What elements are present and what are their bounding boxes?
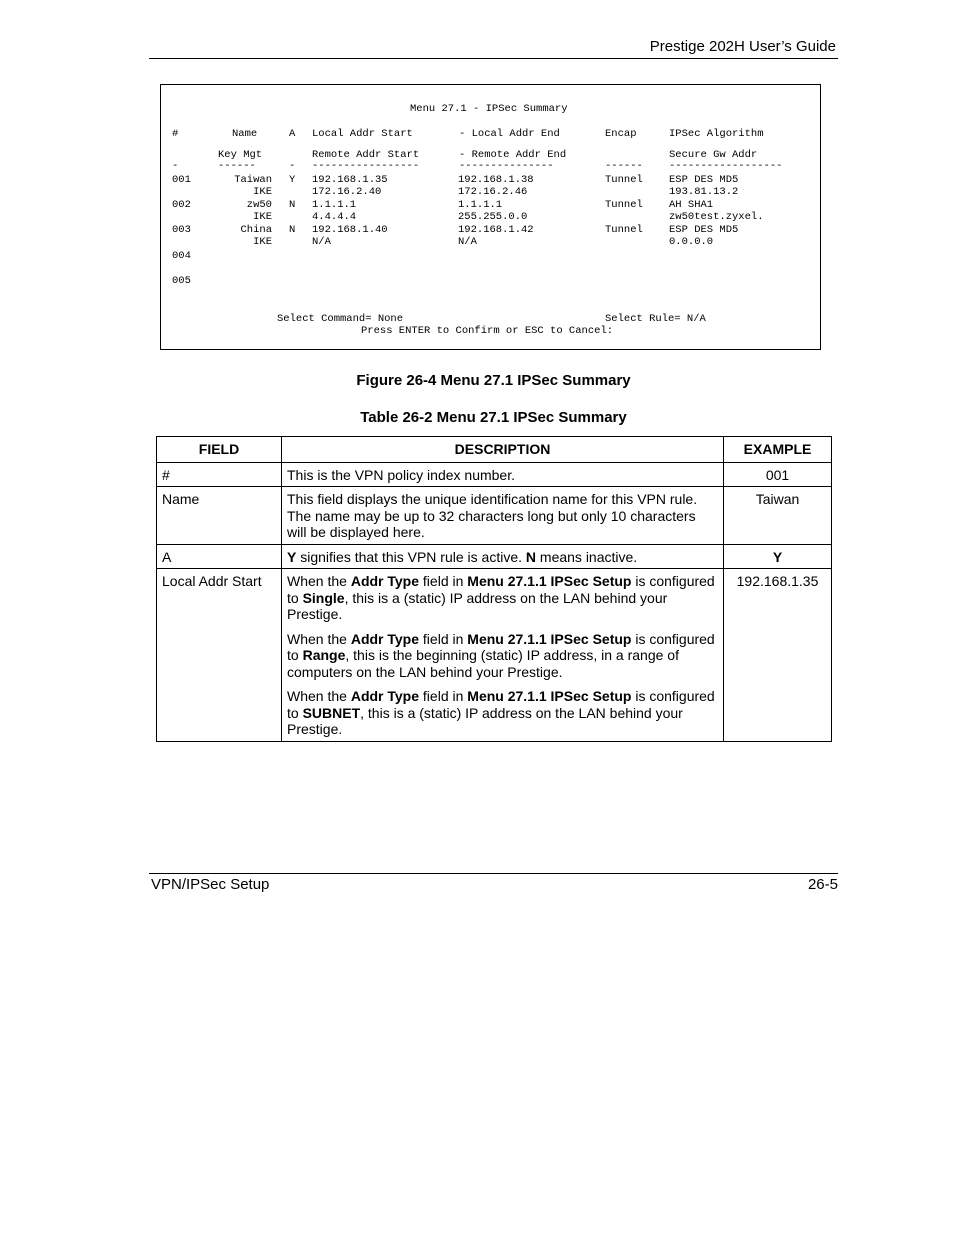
row-secgw: 0.0.0.0 — [669, 236, 714, 248]
confirm-prompt: Press ENTER to Confirm or ESC to Cancel: — [361, 325, 614, 337]
header-example: EXAMPLE — [724, 437, 832, 463]
row-encap: Tunnel — [605, 174, 643, 186]
table-caption: Table 26-2 Menu 27.1 IPSec Summary — [360, 409, 627, 426]
row-remote-start: N/A — [312, 236, 331, 248]
row-alg: ESP DES MD5 — [669, 174, 739, 186]
select-command: Select Command= None — [277, 313, 404, 325]
row-num: 005 — [172, 275, 191, 287]
page-header-title: Prestige 202H User’s Guide — [649, 38, 836, 55]
col-remote-end-header: - Remote Addr End — [459, 149, 567, 161]
table-row — [157, 544, 832, 569]
bold-term: Menu 27.1.1 IPSec Setup — [467, 688, 632, 704]
menu-screen-box — [160, 84, 821, 350]
row-local-start: 192.168.1.40 — [312, 224, 388, 236]
cell-example: Taiwan — [724, 487, 832, 545]
row-active: N — [289, 224, 296, 236]
desc-text: When the — [287, 630, 351, 647]
row-remote-start: 172.16.2.40 — [312, 186, 382, 198]
col-num-header: # — [172, 128, 179, 140]
row-local-end: 1.1.1.1 — [458, 199, 503, 211]
desc-text: , this is the beginning (static) IP address, in a range of computers on the LAN behind your Prestige. — [287, 647, 679, 680]
desc-text: is configured to — [287, 688, 715, 721]
desc-text: field in — [419, 688, 468, 704]
col-encap-header: Encap — [605, 128, 637, 140]
footer-section: VPN/IPSec Setup — [151, 876, 270, 893]
row-num: 002 — [172, 199, 191, 211]
row-remote-end: 172.16.2.46 — [458, 186, 528, 198]
footer-page-number: 26-5 — [807, 876, 838, 893]
row-name: China — [240, 224, 272, 236]
row-local-end: 192.168.1.42 — [458, 224, 534, 236]
row-keymgt: IKE — [253, 186, 272, 198]
dash-alg: ------------------ — [669, 160, 783, 172]
bold-term: Y — [287, 548, 297, 565]
row-active: Y — [289, 174, 296, 186]
figure-caption: Figure 26-4 Menu 27.1 IPSec Summary — [356, 372, 631, 389]
cell-field: # — [157, 462, 282, 487]
table-row — [157, 487, 832, 545]
dash-a: - — [289, 160, 296, 172]
dash-name: ------ — [218, 160, 256, 172]
row-num: 003 — [172, 224, 191, 236]
dash-num: - — [172, 160, 179, 172]
row-alg: ESP DES MD5 — [669, 224, 739, 236]
dash-local: ----------------- — [312, 160, 420, 172]
header-description: DESCRIPTION — [282, 437, 724, 463]
col-remote-start-header: Remote Addr Start — [312, 149, 420, 161]
cell-field: A — [157, 544, 282, 569]
col-local-end-header: - Local Addr End — [459, 128, 560, 140]
row-remote-end: 255.255.0.0 — [458, 211, 528, 223]
bold-term: N — [525, 548, 537, 565]
bold-term: Menu 27.1.1 IPSec Setup — [467, 573, 632, 589]
row-local-end: 192.168.1.38 — [458, 174, 534, 186]
bold-term: Range — [302, 647, 346, 663]
row-encap: Tunnel — [605, 199, 643, 211]
desc-text: is configured to — [287, 630, 715, 663]
cell-field: Name — [157, 487, 282, 545]
screen-title: Menu 27.1 - IPSec Summary — [410, 103, 568, 115]
description-paragraph — [287, 688, 718, 738]
dash-remote: --------------- — [459, 160, 554, 172]
cell-example: 001 — [724, 462, 832, 487]
row-alg: AH SHA1 — [669, 199, 714, 211]
col-keymgt-header: Key Mgt — [218, 149, 263, 161]
footer-rule — [149, 873, 838, 874]
bold-term: SUBNET — [302, 704, 361, 721]
bold-term: Single — [302, 589, 345, 606]
row-num: 004 — [172, 250, 191, 262]
col-local-start-header: Local Addr Start — [312, 128, 413, 140]
row-local-start: 1.1.1.1 — [312, 199, 357, 211]
desc-text: signifies that this VPN rule is active. — [296, 548, 526, 565]
row-local-start: 192.168.1.35 — [312, 174, 388, 186]
desc-text: When the — [287, 573, 351, 589]
table-header-row — [157, 437, 832, 463]
cell-description — [282, 544, 724, 569]
row-encap: Tunnel — [605, 224, 643, 236]
dash-encap: ------ — [605, 160, 643, 172]
row-name: zw50 — [246, 199, 272, 211]
field-description-table — [156, 436, 832, 742]
desc-text: field in — [419, 630, 468, 647]
bold-term: Addr Type — [350, 688, 420, 704]
row-keymgt: IKE — [253, 211, 272, 223]
desc-text: is configured to — [287, 573, 715, 606]
cell-field: Local Addr Start — [157, 569, 282, 742]
cell-example: 192.168.1.35 — [724, 569, 832, 742]
bold-term: Addr Type — [350, 573, 420, 589]
row-keymgt: IKE — [253, 236, 272, 248]
row-secgw: 193.81.13.2 — [669, 186, 739, 198]
cell-example: Y — [724, 544, 832, 569]
col-alg-header: IPSec Algorithm — [669, 128, 764, 140]
col-name-header: Name — [232, 128, 258, 140]
desc-text: field in — [419, 573, 468, 589]
row-remote-end: N/A — [458, 236, 477, 248]
header-field: FIELD — [157, 437, 282, 463]
cell-description — [282, 569, 724, 742]
row-remote-start: 4.4.4.4 — [312, 211, 357, 223]
cell-description: This field displays the unique identification name for this VPN rule. The name may be up to 32 characters long but only 10 characters will be displayed here. — [282, 487, 724, 545]
header-rule — [149, 58, 838, 59]
bold-term: Menu 27.1.1 IPSec Setup — [467, 630, 632, 647]
row-name: Taiwan — [234, 174, 272, 186]
row-active: N — [289, 199, 296, 211]
desc-text: , this is a (static) IP address on the LAN behind your Prestige. — [287, 589, 668, 622]
row-num: 001 — [172, 174, 191, 186]
bold-term: Addr Type — [350, 630, 420, 647]
desc-text: When the — [287, 688, 351, 704]
description-paragraph — [287, 573, 718, 623]
cell-description: This is the VPN policy index number. — [282, 462, 724, 487]
desc-text: means inactive. — [536, 548, 638, 565]
desc-text: , this is a (static) IP address on the LAN behind your Prestige. — [287, 704, 683, 737]
col-secgw-header: Secure Gw Addr — [669, 149, 758, 161]
table-row — [157, 569, 832, 742]
description-paragraph — [287, 631, 718, 681]
select-rule: Select Rule= N/A — [605, 313, 706, 325]
col-a-header: A — [289, 128, 296, 140]
table-row — [157, 462, 832, 487]
row-secgw: zw50test.zyxel. — [669, 211, 764, 223]
